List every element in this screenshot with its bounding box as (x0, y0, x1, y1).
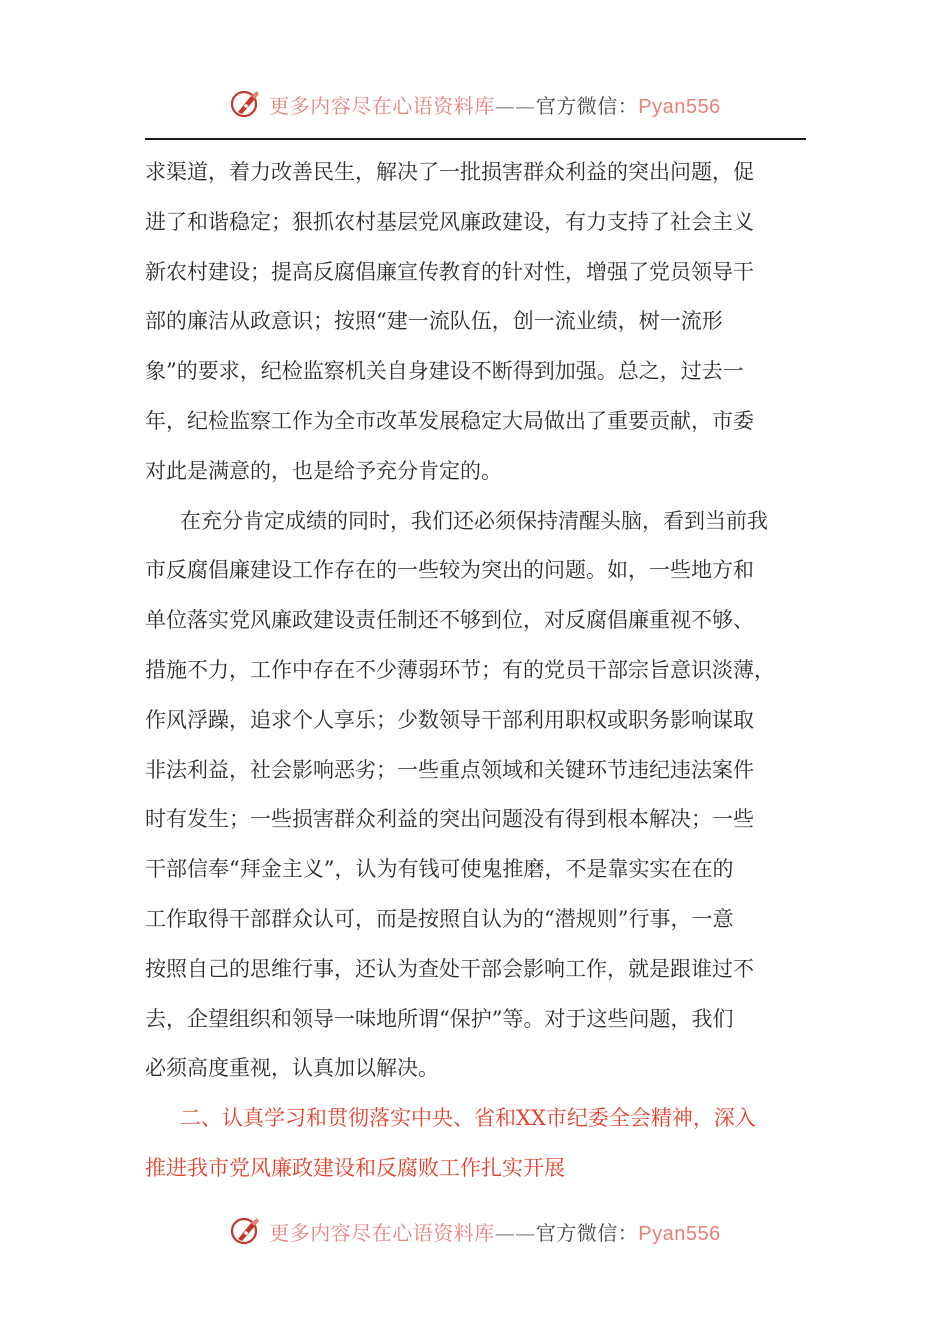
body-line: 进了和谐稳定；狠抓农村基层党风廉政建设，有力支持了社会主义 (145, 209, 754, 234)
banner-site-text: 更多内容尽在心语资料库 (269, 93, 495, 118)
body-line: 按照自己的思维行事，还认为查处干部会影响工作，就是跟谁过不 (145, 956, 754, 981)
footer-banner (0, 1211, 950, 1251)
pen-nib-circle-icon (229, 1214, 263, 1248)
banner-separator: —— (494, 1220, 536, 1245)
banner-wechat-id: Pyan556 (638, 1222, 721, 1245)
body-line: 象”的要求，纪检监察机关自身建设不断得到加强。总之，过去一 (145, 359, 744, 384)
banner-wechat-label: 官方微信： (535, 1220, 639, 1245)
footer-banner-text (269, 1217, 720, 1246)
section-heading: 二、认真学习和贯彻落实中央、省和XX市纪委全会精神，深入 (180, 1106, 756, 1131)
body-line: 作风浮躁，追求个人享乐；少数领导干部利用职权或职务影响谋取 (145, 707, 754, 732)
banner-site-text: 更多内容尽在心语资料库 (269, 1220, 495, 1245)
body-line: 必须高度重视，认真加以解决。 (145, 1056, 439, 1081)
banner-wechat-label: 官方微信： (535, 93, 639, 118)
pen-nib-circle-icon (229, 87, 263, 121)
body-line: 去，企望组织和领导一味地所谓“保护”等。对于这些问题，我们 (145, 1006, 734, 1031)
header-rule (145, 138, 806, 140)
section-heading-continued: 推进我市党风廉政建设和反腐败工作扎实开展 (145, 1155, 565, 1180)
body-line: 新农村建设；提高反腐倡廉宣传教育的针对性，增强了党员领导干 (145, 259, 754, 284)
body-line: 时有发生；一些损害群众利益的突出问题没有得到根本解决；一些 (145, 807, 754, 832)
body-line: 求渠道，着力改善民生，解决了一批损害群众利益的突出问题，促 (145, 160, 754, 184)
body-line: 部的廉洁从政意识；按照“建一流队伍，创一流业绩，树一流形 (145, 309, 723, 334)
body-line: 工作取得干部群众认可，而是按照自认为的“潜规则”行事，一意 (145, 906, 734, 931)
banner-separator: —— (494, 93, 536, 118)
body-line: 非法利益，社会影响恶劣；一些重点领域和关键环节违纪违法案件 (145, 757, 754, 782)
document-body (145, 150, 807, 1196)
header-banner (0, 84, 950, 124)
paragraph-first-line: 在充分肯定成绩的同时，我们还必须保持清醒头脑，看到当前我 (180, 508, 768, 533)
banner-wechat-id: Pyan556 (638, 95, 721, 118)
body-line: 措施不力，工作中存在不少薄弱环节；有的党员干部宗旨意识淡薄， (145, 657, 775, 682)
body-line: 干部信奉“拜金主义”，认为有钱可使鬼推磨，不是靠实实在在的 (145, 857, 734, 882)
body-line: 年，纪检监察工作为全市改革发展稳定大局做出了重要贡献，市委 (145, 408, 754, 433)
body-line: 市反腐倡廉建设工作存在的一些较为突出的问题。如，一些地方和 (145, 558, 754, 583)
body-line: 单位落实党风廉政建设责任制还不够到位，对反腐倡廉重视不够、 (145, 608, 754, 633)
header-banner-text (269, 90, 720, 119)
body-line: 对此是满意的，也是给予充分肯定的。 (145, 458, 502, 483)
